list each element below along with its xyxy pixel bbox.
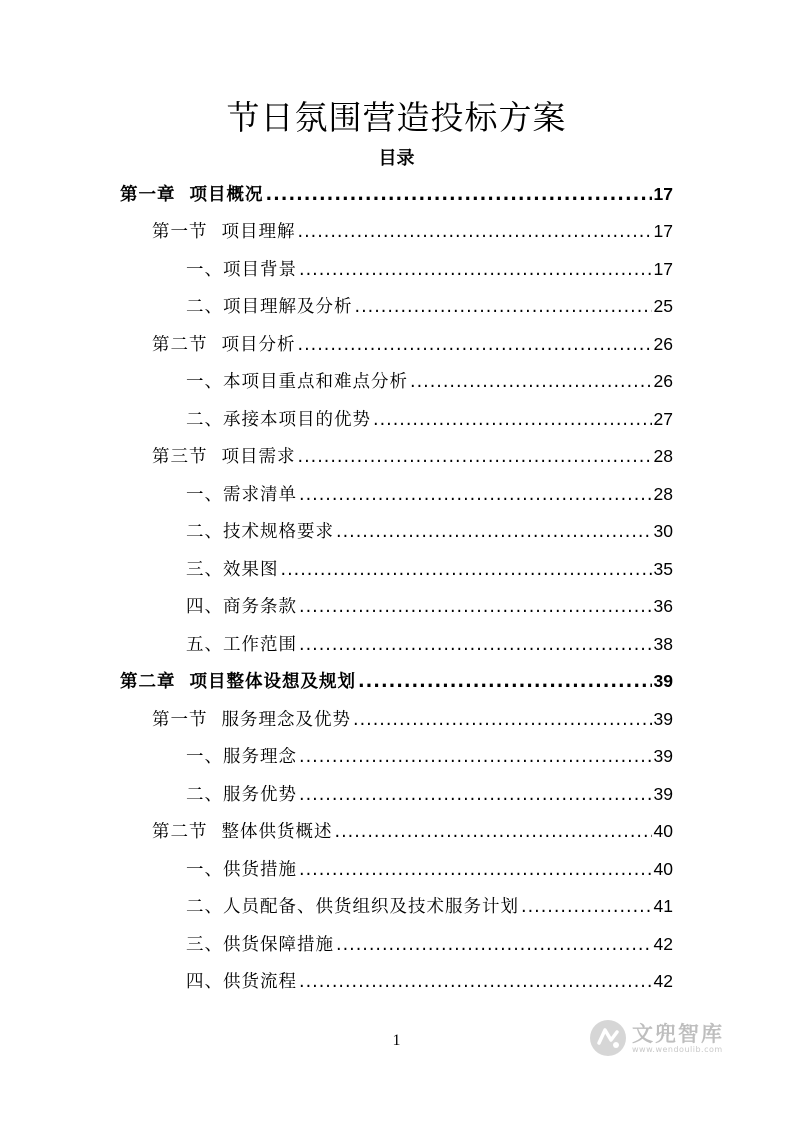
page-ref: 40	[653, 859, 673, 879]
toc-entry-subsection[interactable]: 二、技术规格要求 ..... 30	[186, 513, 673, 550]
toc-entry-subsection[interactable]: 一、项目背景 ..... 17	[186, 251, 673, 288]
toc-entry-chapter-1[interactable]: 第一章 项目概况 ..... 17	[120, 176, 673, 213]
page-ref: 38	[653, 634, 673, 654]
page-ref: 17	[653, 221, 673, 241]
page-ref: 26	[653, 371, 673, 391]
toc-entry-subsection[interactable]: 三、供货保障措施 ..... 42	[186, 926, 673, 963]
leader-dots	[299, 589, 652, 626]
page-ref: 35	[653, 559, 673, 579]
page-ref: 28	[653, 446, 673, 466]
leader-dots	[299, 627, 652, 664]
leader-dots	[299, 739, 652, 776]
leader-dots	[353, 702, 652, 739]
page-ref: 39	[653, 746, 673, 766]
leader-dots	[336, 514, 652, 551]
leader-dots	[358, 664, 652, 701]
page-title: 节日氛围营造投标方案	[226, 98, 567, 137]
page-ref: 25	[653, 296, 673, 316]
leader-dots	[299, 252, 652, 289]
leader-dots	[335, 814, 652, 851]
leader-dots	[299, 477, 652, 514]
toc-entry-subsection[interactable]: 二、项目理解及分析 ..... 25	[186, 288, 673, 325]
leader-dots	[299, 852, 652, 889]
watermark	[588, 1018, 724, 1058]
watermark-logo-icon	[588, 1018, 628, 1058]
page-ref: 26	[653, 334, 673, 354]
toc-entry-chapter-2[interactable]: 第二章 项目整体设想及规划 ..... 39	[120, 663, 673, 700]
page-ref: 40	[653, 821, 673, 841]
page-number: 1	[392, 1032, 401, 1049]
toc-entry-subsection[interactable]: 二、承接本项目的优势 ..... 27	[186, 401, 673, 438]
toc-entry-subsection[interactable]: 二、服务优势 ..... 39	[186, 776, 673, 813]
toc-entry-subsection[interactable]: 四、商务条款 ..... 36	[186, 588, 673, 625]
leader-dots	[336, 927, 652, 964]
toc-entry-subsection[interactable]: 四、供货流程 ..... 42	[186, 963, 673, 1000]
page-ref: 17	[653, 184, 673, 204]
toc-entry-section[interactable]: 第三节 项目需求 ..... 28	[152, 438, 673, 475]
page-ref: 39	[653, 671, 673, 691]
page-ref: 41	[653, 896, 673, 916]
toc-entry-subsection[interactable]: 一、供货措施 ..... 40	[186, 851, 673, 888]
page-ref: 30	[653, 521, 673, 541]
toc-entry-section[interactable]: 第一节 项目理解 ..... 17	[152, 213, 673, 250]
page-ref: 42	[653, 971, 673, 991]
page-ref: 39	[653, 784, 673, 804]
leader-dots	[298, 214, 652, 251]
toc-entry-subsection[interactable]: 一、服务理念 ..... 39	[186, 738, 673, 775]
toc-entry-subsection[interactable]: 一、本项目重点和难点分析 ..... 26	[186, 363, 673, 400]
toc-entry-section[interactable]: 第二节 项目分析 ..... 26	[152, 326, 673, 363]
page-ref: 17	[653, 259, 673, 279]
page-ref: 42	[653, 934, 673, 954]
leader-dots	[521, 889, 652, 926]
leader-dots	[410, 364, 652, 401]
toc-entry-subsection[interactable]: 五、工作范围 ..... 38	[186, 626, 673, 663]
toc-entry-section[interactable]: 第一节 服务理念及优势 ..... 39	[152, 701, 673, 738]
page-ref: 27	[653, 409, 673, 429]
leader-dots	[299, 777, 652, 814]
watermark-name: 文兜智库	[632, 1021, 724, 1046]
toc-heading: 目录	[378, 148, 415, 169]
leader-dots	[355, 289, 652, 326]
leader-dots	[299, 964, 652, 1001]
leader-dots	[373, 402, 652, 439]
toc-entry-subsection[interactable]: 二、人员配备、供货组织及技术服务计划 ..... 41	[186, 888, 673, 925]
toc-entry-subsection[interactable]: 三、效果图 ..... 35	[186, 551, 673, 588]
leader-dots	[298, 327, 652, 364]
toc-entry-subsection[interactable]: 一、需求清单 ..... 28	[186, 476, 673, 513]
leader-dots	[266, 177, 652, 214]
leader-dots	[281, 552, 652, 589]
page-ref: 36	[653, 596, 673, 616]
page-ref: 39	[653, 709, 673, 729]
page-ref: 28	[653, 484, 673, 504]
leader-dots	[298, 439, 652, 476]
toc-entry-section[interactable]: 第二节 整体供货概述 ..... 40	[152, 813, 673, 850]
watermark-url: www.wendoulib.com	[632, 1044, 723, 1054]
